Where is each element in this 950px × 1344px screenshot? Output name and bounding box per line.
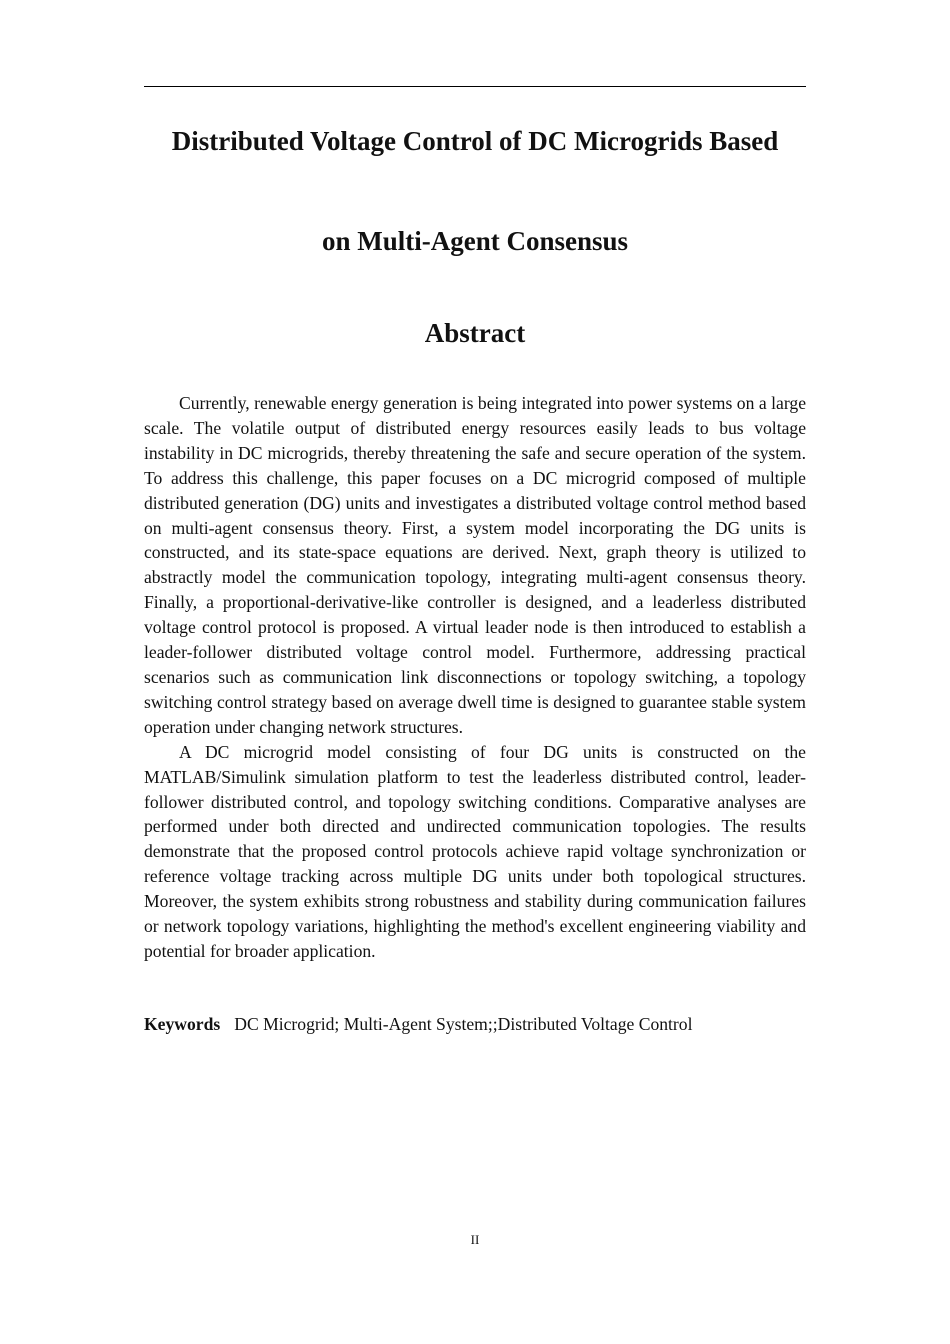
abstract-paragraph-2: A DC microgrid model consisting of four DG units is constructed on the MATLAB/Simulink simulation platform to test the leaderless distributed control, leader-follower distributed control, and topology switching conditions. Comparative analyses are performed under both directed and undirected communication topologies. The results demonstrate that the proposed control protocols achieve rapid voltage synchronization or reference voltage tracking across multiple DG units under both topological structures. Moreover, the system exhibits strong robustness and stability during communication failures or network topology variations, highlighting the method's excellent engineering viability and potential for broader application. xyxy=(144,741,806,961)
keywords-text: DC Microgrid; Multi-Agent System;;Distributed Voltage Control xyxy=(234,1014,693,1034)
paper-title-line-2: on Multi-Agent Consensus xyxy=(321,226,629,256)
header-rule xyxy=(144,86,806,87)
keywords-line xyxy=(144,1012,806,1037)
page-number: II xyxy=(470,1232,480,1247)
abstract-paragraph-1: Currently, renewable energy generation is being integrated into power systems on a large scale. The volatile output of distributed energy resources easily leads to bus voltage instability in DC microgrids, thereby threatening the safe and secure operation of the system. To address this challenge, this paper focuses on a DC microgrid composed of multiple distributed generation (DG) units and investigates a distributed voltage control method based on multi-agent consensus theory. First, a system model incorporating the DG units is constructed, and its state-space equations are derived. Next, graph theory is utilized to abstractly model the communication topology, integrating multi-agent consensus theory. Finally, a proportional-derivative-like controller is designed, and a leaderless distributed voltage control protocol is proposed. A virtual leader node is then introduced to establish a leader-follower distributed voltage control model. Furthermore, addressing practical scenarios such as communication link disconnections or topology switching, a topology switching control strategy based on average dwell time is designed to guarantee stable system operation under changing network structures. xyxy=(144,393,806,737)
paper-title-line-1: Distributed Voltage Control of DC Microgrids Based xyxy=(171,126,779,156)
abstract-heading: Abstract xyxy=(424,318,526,348)
abstract-body xyxy=(144,391,806,964)
keywords-label: Keywords xyxy=(144,1014,221,1034)
